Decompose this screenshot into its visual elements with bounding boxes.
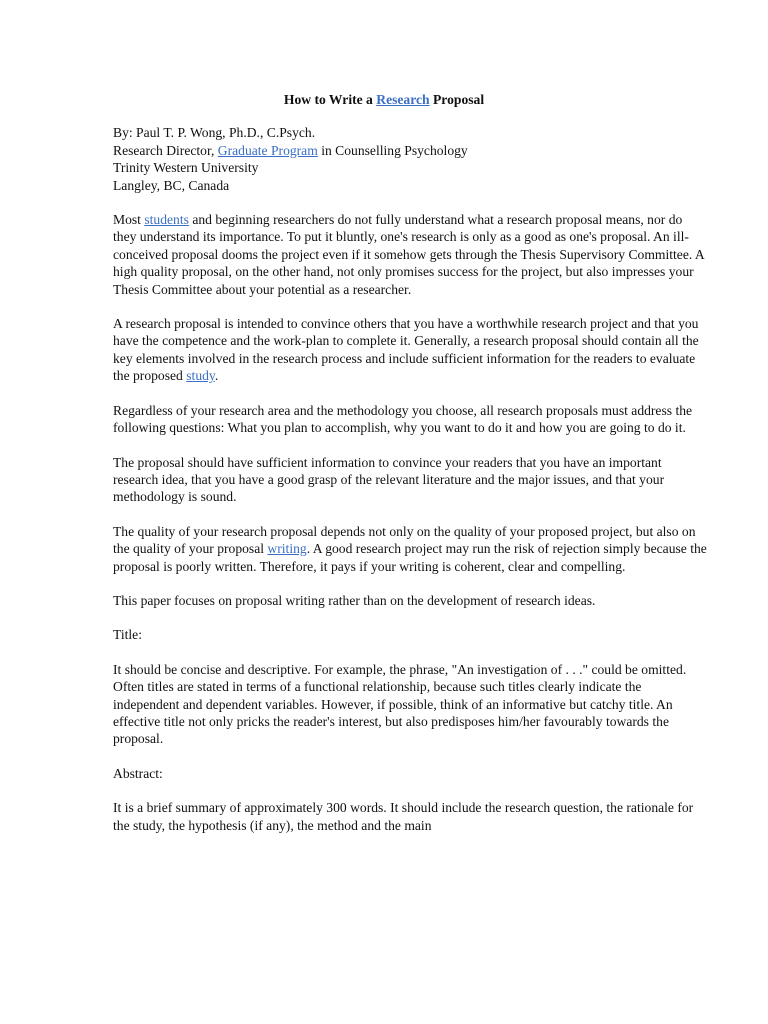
writing-link[interactable]: writing	[267, 541, 307, 557]
paragraph-3: Regardless of your research area and the methodology you choose, all research proposals must address the following questions: What you plan to accomplish, why you want to do it and how you are going to do it.	[113, 402, 693, 436]
p1-pre: Most	[113, 212, 145, 228]
paragraph-7: It should be concise and descriptive. For example, the phrase, "An investigation of . . ." could be omitted. Often titles are stated in terms of a functional relationship, because such titles clearly indicate the independent and dependent variables. However, if possible, think of an informative but catchy title. An effective title not only pricks the reader's interest, but also predisposes him/her favourably towards the proposal.	[113, 661, 687, 747]
section-heading-title: Title:	[113, 627, 142, 643]
paragraph-5	[113, 523, 708, 575]
study-link[interactable]: study	[186, 368, 215, 384]
document-title	[60, 91, 708, 108]
title-text-pre: How to Write a	[283, 92, 377, 107]
author-institution: Trinity Western University	[113, 160, 259, 176]
paragraph-2	[113, 315, 708, 385]
students-link[interactable]: students	[144, 212, 189, 228]
author-block	[113, 124, 708, 194]
p2-pre: A research proposal is intended to convince others that you have a worthwhile research project and that you have the competence and the work-plan to complete it. Generally, a research proposal should contain all the key elements involved in the research process and include sufficient information for the readers to evaluate the proposed	[113, 316, 699, 384]
graduate-program-link[interactable]: Graduate Program	[217, 142, 318, 158]
paragraph-6: This paper focuses on proposal writing rather than on the development of research ideas.	[113, 592, 596, 608]
author-byline: By: Paul T. P. Wong, Ph.D., C.Psych.	[113, 125, 316, 141]
author-location: Langley, BC, Canada	[113, 177, 230, 193]
paragraph-4: The proposal should have sufficient information to convince your readers that you have an important research idea, that you have a good grasp of the relevant literature and the major issues, and that your methodology is sound.	[113, 454, 665, 505]
paragraph-1	[113, 211, 708, 298]
research-link[interactable]: Research	[376, 92, 430, 107]
author-position-post: in Counselling Psychology	[317, 142, 468, 158]
author-position-pre: Research Director,	[113, 142, 218, 158]
author-position	[113, 142, 708, 159]
p5-post: . A good research project may run the risk of rejection simply because the proposal is poorly written. Therefore, it pays if your writing is coherent, clear and compelling.	[113, 541, 707, 574]
section-heading-abstract: Abstract:	[113, 765, 163, 781]
p1-post: and beginning researchers do not fully understand what a research proposal means, nor do they understand its importance. To put it bluntly, one's research is only as a good as one's proposal. An ill-conceived proposal dooms the project even if it somehow gets through the Thesis Supervisory Committee. A high quality proposal, on the other hand, not only promises success for the project, but also impresses your Thesis Committee about your potential as a researcher.	[113, 212, 704, 297]
paragraph-8: It is a brief summary of approximately 300 words. It should include the research question, the rationale for the study, the hypothesis (if any), the method and the main	[113, 800, 694, 833]
p5-pre: The quality of your research proposal depends not only on the quality of your proposed project, but also on the quality of your proposal	[113, 523, 696, 557]
title-text-post: Proposal	[429, 92, 485, 107]
p2-post: .	[214, 368, 219, 384]
